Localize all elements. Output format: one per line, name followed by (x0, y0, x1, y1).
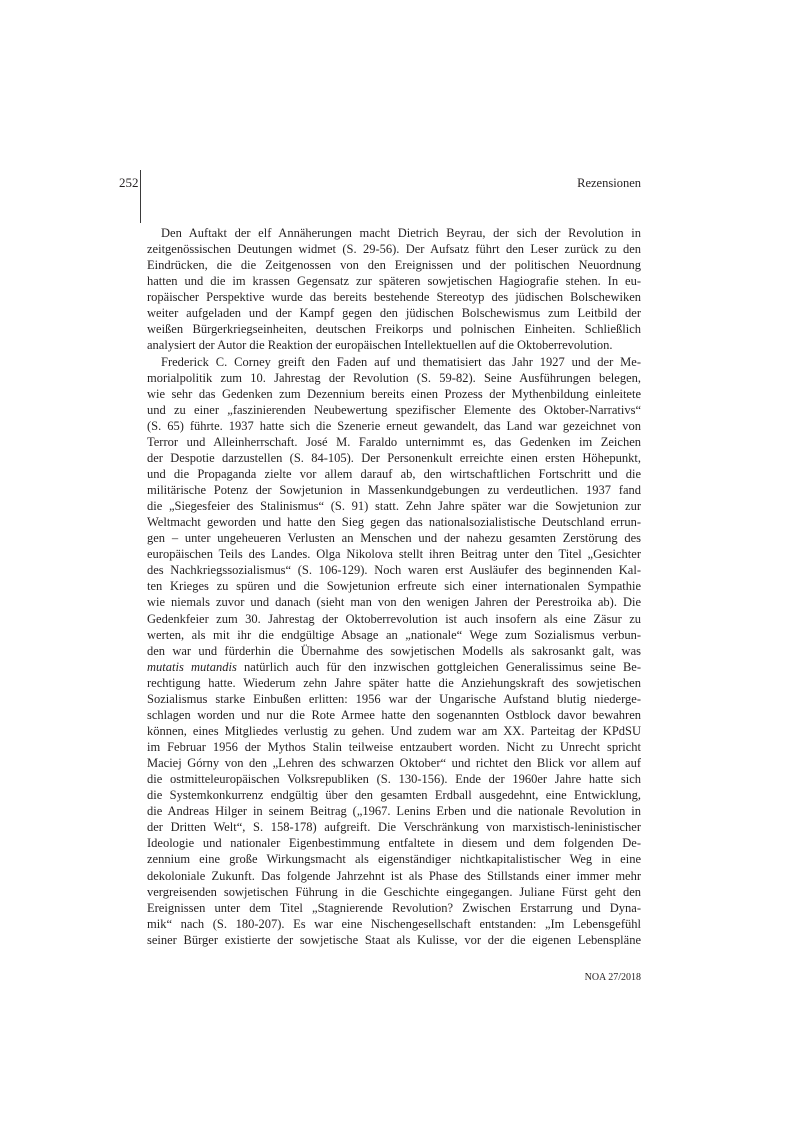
text-line: ropäischer Perspektive wurde das bereits bestehende Stereotyp des jüdischen Bolschewiken (147, 290, 641, 305)
text-line: des Nachkriegssozialismus“ (S. 106-129). Noch waren erst Ausläufer des beginnenden Kal- (147, 563, 641, 578)
review-paragraph (147, 354, 641, 948)
text-line: analysiert der Autor die Reaktion der europäischen Intellektuellen auf die Oktoberrevolution. (147, 338, 613, 353)
text-line: die ostmitteleuropäischen Volksrepubliken (S. 130-156). Ende der 1960er Jahre hatte sich (147, 772, 641, 787)
text-line (147, 659, 641, 675)
review-paragraph (147, 225, 641, 354)
text-line: weißen Bürgerkriegseinheiten, deutschen Freikorps und polnischen Einheiten. Schließlich (147, 322, 641, 337)
text-line: Maciej Górny von den „Lehren des schwarzen Oktober“ und richtet den Blick vor allem auf (147, 756, 641, 771)
text-line: die Andreas Hilger in seinem Beitrag („1967. Lenins Erben und die nationale Revolution in (147, 804, 641, 819)
text-line: Ideologie und nationaler Eigenbestimmung entfaltete in diesem und dem folgenden De- (147, 836, 641, 851)
text-line: mik“ nach (S. 180-207). Es war eine Nischengesellschaft entstanden: „Im Lebensgefühl (147, 916, 641, 931)
text-line: ten Krieges zu spüren und die Sowjetunion erfreute sich einer internationalen Sympathie (147, 579, 641, 594)
text-line: Den Auftakt der elf Annäherungen macht Dietrich Beyrau, der sich der Revolution in (161, 226, 641, 240)
text-line: schlagen worden und nur die Rote Armee hatte den sogenannten Ostblock davor bewahren (147, 707, 641, 722)
text-line: und zu einer „faszinierenden Neubewertung spezifischer Elemente des Oktober-Narrativs“ (147, 402, 641, 417)
text-line: (S. 65) führte. 1937 hatte sich die Szenerie erneut gewandelt, das Land war gezeichnet von (147, 418, 641, 433)
journal-issue: NOA 27/2018 (584, 972, 641, 983)
review-text (147, 225, 641, 948)
text-line-remainder: natürlich auch für den inzwischen gottgleichen Generalissimus seine Be- (236, 659, 641, 674)
text-line: Weltmacht geworden und hatte den Sieg gegen das nationalsozialistische Deutschland errun- (147, 515, 641, 530)
text-line: Terror und Alleinherrschaft. José M. Faraldo unternimmt es, das Gedenken im Zeichen (147, 434, 641, 449)
text-line: zennium eine große Wirkungsmacht als eigenständiger nichtkapitalistischer Weg in eine (147, 852, 641, 867)
text-line: dekoloniale Zukunft. Das folgende Jahrzehnt ist als Phase des Stillstands einer immer mehr (147, 868, 641, 883)
page-number: 252 (119, 175, 139, 190)
text-line: zeitgenössischen Deutungen widmet (S. 29-56). Der Aufsatz führt den Leser zurück zu den (147, 242, 641, 257)
italic-phrase: mutatis mutandis (147, 659, 237, 674)
text-line: den war und fürderhin die Übernahme des sowjetischen Modells als sakrosankt galt, was (147, 643, 641, 658)
text-line: im Februar 1956 der Mythos Stalin teilweise entzaubert worden. Nicht zu Unrecht spricht (147, 740, 641, 754)
text-line: und die Propaganda zielte vor allem darauf ab, den wirtschaftlichen Fortschritt und die (147, 466, 641, 481)
text-line: militärische Potenz der Sowjetunion in Massenkundgebungen zu verdeutlichen. 1937 fand (147, 483, 641, 497)
text-line: die Systemkonkurrenz endgültig über den gesamten Erdball ausgedehnt, eine Entwicklung, (147, 788, 641, 803)
text-line: wie niemals zuvor und danach (sieht man von den wenigen Jahren der Perestroika ab). Die (147, 595, 641, 610)
text-line: Gedenkfeier zum 30. Jahrestag der Oktoberrevolution ist auch insofern als eine Zäsur zu (147, 611, 641, 626)
text-line: europäischen Teils des Landes. Olga Nikolova stellt ihren Beitrag unter den Titel „Gesichter (147, 547, 641, 562)
text-line: Frederick C. Corney greift den Faden auf und thematisiert das Jahr 1927 und der Me- (161, 354, 641, 369)
text-line: Sozialismus starke Einbußen erlitten: 1956 war der Ungarische Aufstand blutig niederge- (147, 691, 641, 706)
text-line: der Dritten Welt“, S. 158-178) aufgreift. Die Verschränkung von marxistisch-leninistischer (147, 820, 641, 835)
text-line: werten, als mit ihr die endgültige Absage an „nationale“ Wege zum Sozialismus verbun- (147, 627, 641, 642)
text-line: weiter aufgeladen und der Kampf gegen den jüdischen Bolschewismus zum Leitbild der (147, 306, 641, 321)
text-line: gen – unter ungeheueren Verlusten an Menschen und der nahezu gesamten Zerstörung des (147, 531, 641, 546)
text-line: die „Siegesfeier des Stalinismus“ (S. 91) statt. Zehn Jahre später war die Sowjetunion zur (147, 499, 641, 514)
text-line: morialpolitik zum 10. Jahrestag der Revolution (S. 59-82). Seine Ausführungen belegen, (147, 370, 641, 385)
header-rule (140, 170, 141, 223)
text-line: vergreisenden sowjetischen Führung in die Geschichte eingegangen. Juliane Fürst geht den (147, 884, 641, 899)
text-line: Ereignissen unter dem Titel „Stagnierende Revolution? Zwischen Erstarrung und Dyna- (147, 900, 641, 915)
text-line: rechtigung hatte. Wiederum zehn Jahre später hatte die Anziehungskraft des sowjetischen (147, 675, 641, 690)
text-line: hatten und die im krassen Gegensatz zur späteren sowjetischen Hagiografie stehen. In eu- (147, 274, 641, 289)
text-line: seiner Bürger existierte der sowjetische Staat als Kulisse, vor der die eigenen Lebenspläne (147, 932, 641, 947)
text-line: können, eines Mitgliedes verlustig zu gehen. Und zudem war am XX. Parteitag der KPdSU (147, 723, 641, 738)
section-title: Rezensionen (577, 176, 641, 190)
text-line: wie sehr das Gedenken zum Dezennium bereits einen Prozess der Mythenbildung einleitete (147, 386, 641, 401)
text-line: der Despotie darzustellen (S. 84-105). Der Personenkult erreichte einen ersten Höhepunkt, (147, 450, 641, 465)
text-line: Eindrücken, die die Zeitgenossen von den Ereignissen und der politischen Neuordnung (147, 258, 641, 273)
